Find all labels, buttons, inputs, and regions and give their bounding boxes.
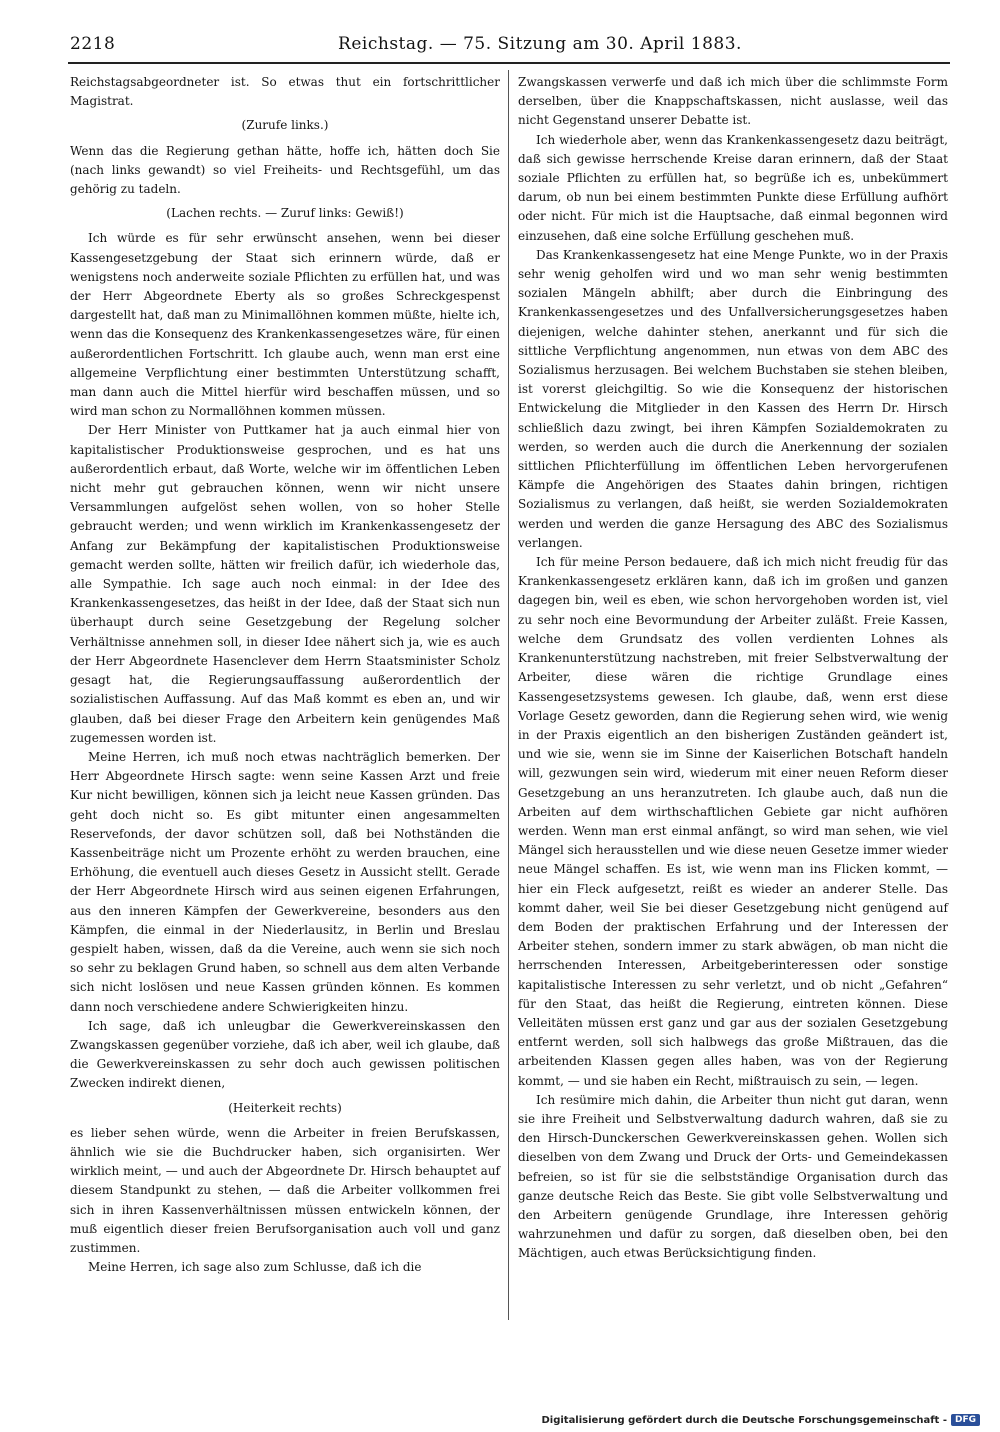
- right-column: [518, 73, 948, 1264]
- paragraph: Ich resümire mich dahin, die Arbeiter thun nicht gut daran, wenn sie ihre Freiheit und Selbstverwaltung dadurch wahren, daß sie zu den Hirsch-Dunckerschen Gewerkvereinskassen gehen. Wollen sich dieselben von dem Zwang und Druck der Orts- und Gemeindekassen befreien, so ist für sie die selbstständige Organisation durch das ganze deutsche Reich das Beste. Sie gibt volle Selbstverwaltung und den Arbeitern genügende Grundlage, ihre Interessen gehörig wahrzunehmen und dafür zu sorgen, daß dieselben oben, bei den Mächtigen, auch etwas Berücksichtigung finden.: [518, 1092, 948, 1261]
- paragraph-continuation: Reichstagsabgeordneter ist. So etwas thut ein fortschrittlicher Magistrat.: [70, 75, 500, 109]
- paragraph: Der Herr Minister von Puttkamer hat ja auch einmal hier von kapitalistischer Produktionsweise gesprochen, und es hat uns außerordentlich erbaut, daß Worte, welche wir im öffentlichen Leben nicht mehr gut gebrauchen können, wenn wir nicht unsere Versammlungen aufgelöst sehen wollen, von so hoher Stelle gebraucht werden; und wenn wirklich im Krankenkassengesetz der Anfang zur Bekämpfung der kapitalistischen Produktionsweise gemacht werden sollte, hätten wir freilich dafür, ich wiederhole das, alle Sympathie. Ich sage auch noch einmal: in der Idee des Krankenkassengesetzes, das heißt in der Idee, daß der Staat sich nun überhaupt durch seine Gesetzgebung der Regelung solcher Verhältnisse annehmen soll, in dieser Idee nähert sich ja, wie es auch der Herr Abgeordnete Hasenclever dem Herrn Staatsminister Scholz gesagt hat, die Regierungsauffassung außerordentlich der sozialistischen Auffassung. Auf das Maß kommt es eben an, und wir glauben, daß bei dieser Frage den Arbeitern kein genügendes Maß zugemessen worden ist.: [70, 423, 500, 745]
- header-rule: [68, 62, 950, 64]
- interjection: (Heiterkeit rechts): [228, 1100, 342, 1115]
- interjection: (Zurufe links.): [241, 118, 329, 133]
- paragraph: Das Krankenkassengesetz hat eine Menge Punkte, wo in der Praxis sehr wenig geholfen wird und wo man sehr wenig bestimmten sozialen Mängeln abhilft; aber durch die Einbringung des Krankenkassengesetzes und des Unfallversicherungsgesetzes haben diejenigen, welche dahinter stehen, anerkannt und für sich die sittliche Verpflichtung angenommen, nun etwas von dem ABC des Sozialismus herzusagen. Bei welchem Buchstaben sie stehen bleiben, ist vorerst gleichgiltig. So wie die Konsequenz der historischen Entwickelung die Mitglieder in den Kassen des Herrn Dr. Hirsch schließlich dazu zwingt, bei ihren Kämpfen Sozialdemokraten zu werden, so werden auch die durch die Anerkennung der sozialen sittlichen Pflichterfüllung im öffentlichen Leben hervorgerufenen Kämpfe die Angehörigen des Staates dahin bringen, richtigen Sozialismus zu verlangen, daß heißt, sie werden Sozialdemokraten werden und werden die ganze Hersagung des ABC des Sozialismus verlangen.: [518, 247, 948, 550]
- running-head: Reichstag. — 75. Sitzung am 30. April 1883.: [338, 34, 742, 54]
- paragraph: Meine Herren, ich sage also zum Schlusse, daß ich die: [88, 1260, 422, 1275]
- paragraph: Ich für meine Person bedauere, daß ich mich nicht freudig für das Krankenkassengesetz erklären kann, daß ich im großen und ganzen dagegen bin, weil es eben, wie schon hervorgehoben worden ist, viel zu sehr noch eine Bevormundung der Arbeiter zuläßt. Freie Kassen, welche dem Grundsatz des vollen verdienten Lohnes als Krankenunterstützung nachstreben, mit freier Selbstverwaltung der Arbeiter, diese wären die richtige Grundlage eines Kassengesetzsystems gewesen. Ich glaube, daß, wenn erst diese Vorlage Gesetz geworden, dann die Regierung sehen wird, wie wenig in der Praxis eigentlich an den bisherigen Zuständen geändert ist, und wie sie, wenn sie im Sinne der Kaiserlichen Botschaft handeln will, gezwungen sein wird, wiederum mit einer neuen Reform dieser Gesetzgebung an uns heranzutreten. Ich glaube auch, daß nun die Arbeiten auf dem wirthschaftlichen Gebiete gar nicht aufhören werden. Wenn man erst einmal anfängt, so wird man sehen, wie viel Mängel sich herausstellen und wie diese neuen Gesetze immer wieder neue Mängel schaffen. Es ist, wie wenn man ins Flicken kommt, — hier ein Fleck aufgesetzt, reißt es wieder an anderer Stelle. Das kommt daher, weil Sie bei dieser Gesetzgebung nicht genügend auf dem Boden der praktischen Erfahrung und der Interessen der Arbeiter stehen, sondern immer zu stark abwägen, ob man nicht die herrschenden Interessen, Arbeitgeberinteressen oder sonstige kapitalistische Interessen zu sehr verletzt, und ob nicht „Gefahren“ für den Staat, das heißt die Regierung, eintreten können. Diese Velleitäten müssen erst ganz und gar aus der sozialen Gesetzgebung entfernt werden, soll sich halbwegs das große Mißtrauen, das die arbeitenden Klassen gegen alles haben, was von der Regierung kommt, — und sie haben ein Recht, mißtrauisch zu sein, — legen.: [518, 555, 948, 1088]
- footer-text: Digitalisierung gefördert durch die Deutsche Forschungsgemeinschaft -: [541, 1414, 947, 1426]
- paragraph: Ich würde es für sehr erwünscht ansehen, wenn bei dieser Kassengesetzgebung der Staat sich erinnern würde, daß er wenigstens noch anderweite soziale Pflichten zu erfüllen hat, und was der Herr Abgeordnete Eberty als so großes Schreckgespenst dargestellt hat, daß man zu Minimallöhnen kommen müßte, hielte ich, wenn das die Konsequenz des Krankenkassengesetzes wäre, für einen außerordentlichen Fortschritt. Ich glaube auch, wenn man erst eine allgemeine Verpflichtung einer bestimmten Unterstützung schafft, man dann auch die Mittel hierfür wird beschaffen müssen, und so wird man schon zu Normallöhnen kommen müssen.: [70, 231, 500, 419]
- paragraph: Ich wiederhole aber, wenn das Krankenkassengesetz dazu beiträgt, daß sich gewisse herrschende Kreise daran erinnern, daß der Staat soziale Pflichten zu erfüllen hat, so begrüße ich es, unbekümmert darum, ob nun bei einem bestimmten Punkte diese Erfüllung aufhört oder nicht. Für mich ist die Hauptsache, daß einmal begonnen wird einzusehen, daß eine solche Erfüllung geschehen muß.: [518, 132, 948, 243]
- paragraph-continuation: es lieber sehen würde, wenn die Arbeiter in freien Berufskassen, ähnlich wie sie die Buchdrucker haben, sich organisirten. Wer wirklich meint, — und auch der Abgeordnete Dr. Hirsch behauptet auf diesem Standpunkt zu stehen, — daß die Arbeiter vollkommen frei sich in ihren Kassenverhältnissen müssen entwickeln können, der muß eigentlich dieser freien Berufsorganisation auch voll und ganz zustimmen.: [70, 1125, 500, 1255]
- dfg-logo: DFG: [951, 1414, 980, 1426]
- page-number: 2218: [70, 34, 116, 54]
- paragraph-continuation: Wenn das die Regierung gethan hätte, hoffe ich, hätten doch Sie (nach links gewandt) so viel Freiheits- und Rechtsgefühl, um das gehörig zu tadeln.: [70, 143, 500, 197]
- left-column: [70, 73, 500, 1277]
- paragraph: Ich sage, daß ich unleugbar die Gewerkvereinskassen den Zwangskassen gegenüber vorziehe, daß ich aber, weil ich glaube, daß die Gewerkvereinskassen zu sehr doch auch gewissen politischen Zwecken indirekt dienen,: [70, 1018, 500, 1091]
- column-divider: [508, 70, 509, 1320]
- paragraph: Meine Herren, ich muß noch etwas nachträglich bemerken. Der Herr Abgeordnete Hirsch sagte: wenn seine Kassen Arzt und freie Kur nicht bewilligen, können sich ja leicht neue Kassen gründen. Das geht doch nicht so. Es gibt mitunter einen angesammelten Reservefonds, der davor schützen soll, daß bei Nothständen die Kassenbeiträge nicht um Prozente erhöht zu werden brauchen, eine Erhöhung, die eventuell auch dieses Gesetz in Aussicht stellt. Gerade der Herr Abgeordnete Hirsch wird aus seinen eigenen Erfahrungen, aus den inneren Kämpfen der Gewerkvereine, besonders aus den Kämpfen, die einmal in der Niederlausitz, in Berlin und Breslau gespielt haben, wissen, daß da die Vereine, auch wenn sie sich noch so sehr zu beklagen Grund haben, so schnell aus dem alten Verbande sich nicht loslösen und neue Kassen gründen können. Es kommen dann noch verschiedene andere Schwierigkeiten hinzu.: [70, 749, 500, 1014]
- interjection: (Lachen rechts. — Zuruf links: Gewiß!): [166, 206, 404, 221]
- paragraph-continuation: Zwangskassen verwerfe und daß ich mich über die schlimmste Form derselben, über die Knappschaftskassen, nicht auslasse, weil das nicht Gegenstand unserer Debatte ist.: [518, 75, 948, 128]
- digitization-footer: [541, 1414, 980, 1426]
